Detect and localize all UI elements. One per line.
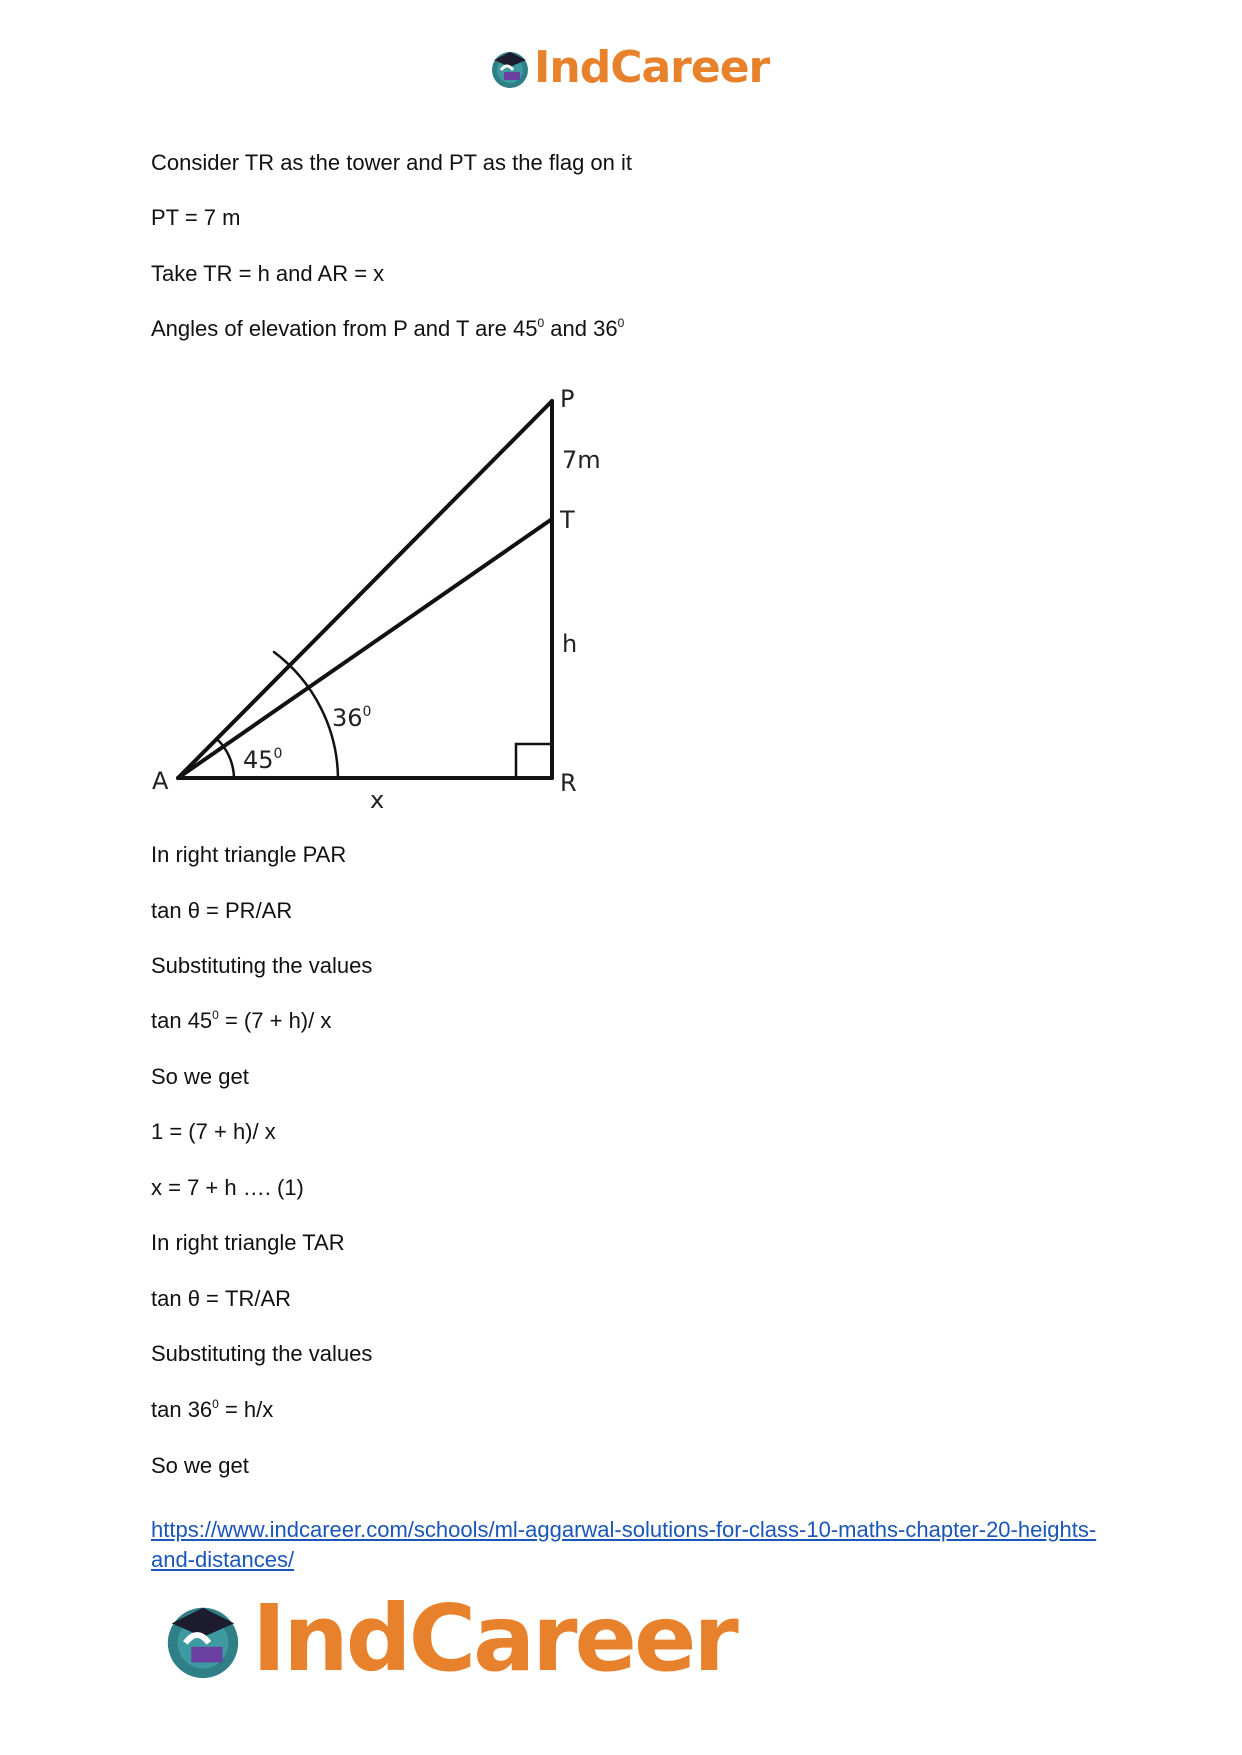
text-line: Angles of elevation from P and T are $45^0$ and $36^0$ bbox=[151, 316, 625, 341]
label-a: A bbox=[152, 767, 169, 795]
triangle-diagram bbox=[150, 378, 620, 818]
text-line: Consider TR as the tower and PT as the flag on it bbox=[151, 150, 633, 175]
brand-globe-icon bbox=[488, 46, 532, 90]
text-line: x = 7 + h …. (1) bbox=[151, 1175, 304, 1200]
line-at bbox=[178, 519, 552, 778]
brand-name: IndCareer bbox=[534, 42, 770, 93]
label-7m: 7m bbox=[562, 446, 601, 474]
label-45-degrees: $45^0$ bbox=[243, 746, 283, 774]
text-line: In right triangle TAR bbox=[151, 1230, 345, 1255]
text-line: $\tan 36^0 = h/x$ bbox=[151, 1397, 274, 1422]
source-link[interactable]: https://www.indcareer.com/schools/ml-aggarwal-solutions-for-class-10-maths-chapter-20-heights-and-distances/ bbox=[151, 1517, 1097, 1572]
label-x: x bbox=[370, 786, 385, 814]
text-line: Take TR = h and AR = x bbox=[151, 261, 385, 286]
brand-name-large: IndCareer bbox=[252, 1585, 736, 1692]
label-t: T bbox=[560, 506, 575, 534]
text-line: Substituting the values bbox=[151, 953, 373, 978]
brand-logo bbox=[488, 42, 769, 93]
label-r: R bbox=[560, 769, 577, 797]
text-line: In right triangle PAR bbox=[151, 842, 347, 867]
line-ap bbox=[178, 401, 552, 778]
text-line: 1 = (7 + h)/ x bbox=[151, 1119, 276, 1144]
brand-globe-icon bbox=[160, 1596, 246, 1682]
text-line: Substituting the values bbox=[151, 1341, 373, 1366]
text-line: $\tan 45^0 = (7 + h)/$ x bbox=[151, 1008, 332, 1033]
text-line: So we get bbox=[151, 1064, 249, 1089]
label-36-degrees: $36^0$ bbox=[332, 704, 372, 732]
label-h: h bbox=[562, 630, 578, 658]
right-angle-mark bbox=[516, 744, 552, 778]
brand-logo-large bbox=[160, 1585, 736, 1692]
text-line: tan θ = TR/AR bbox=[151, 1286, 292, 1311]
label-p: P bbox=[560, 385, 575, 413]
text-line: tan θ = PR/AR bbox=[151, 898, 293, 923]
text-line: So we get bbox=[151, 1453, 249, 1478]
text-line: PT = 7 m bbox=[151, 205, 241, 230]
